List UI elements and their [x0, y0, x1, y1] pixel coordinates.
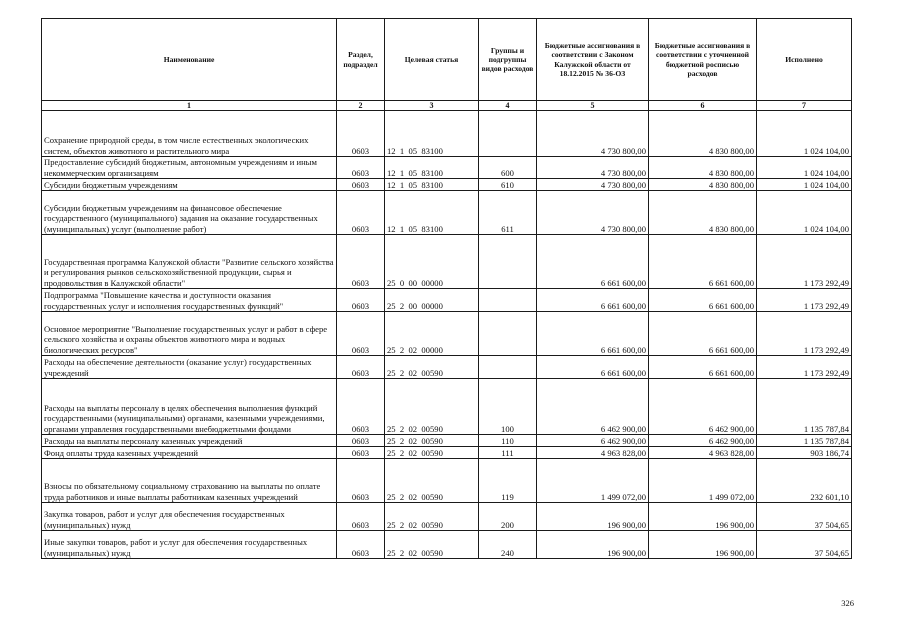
- row-section: 0603: [337, 531, 385, 559]
- table-row: [42, 379, 852, 435]
- row-target: 25 2 02 00590: [385, 503, 479, 531]
- row-expense-group: [479, 235, 537, 289]
- row-refined-allocation: 6 462 900,00: [649, 379, 757, 435]
- row-refined-allocation: 6 661 600,00: [649, 289, 757, 312]
- row-section: 0603: [337, 157, 385, 179]
- row-section: 0603: [337, 111, 385, 157]
- row-target: 12 1 05 83100: [385, 191, 479, 235]
- row-name: Субсидии бюджетным учреждениям: [42, 179, 337, 191]
- row-executed: 1 173 292,49: [757, 235, 852, 289]
- row-refined-allocation: 1 499 072,00: [649, 459, 757, 503]
- row-target: 25 0 00 00000: [385, 235, 479, 289]
- table-row: [42, 289, 852, 312]
- row-expense-group: [479, 356, 537, 379]
- row-target: 25 2 02 00590: [385, 379, 479, 435]
- row-section: 0603: [337, 503, 385, 531]
- header-groups: Группы и подгруппы видов расходов: [479, 19, 537, 101]
- column-number: 1: [42, 101, 337, 111]
- table-row: [42, 435, 852, 447]
- row-section: 0603: [337, 379, 385, 435]
- row-section: 0603: [337, 191, 385, 235]
- row-name: Расходы на выплаты персоналу в целях обеспечения выполнения функций государственными (муниципальными) органами, казенными учреждениями, органами управления государственными внебюджетными фондами: [42, 379, 337, 435]
- table-row: [42, 179, 852, 191]
- table-row: [42, 235, 852, 289]
- row-refined-allocation: 196 900,00: [649, 531, 757, 559]
- row-law-allocation: 4 730 800,00: [537, 191, 649, 235]
- budget-table: [41, 18, 852, 559]
- row-expense-group: 200: [479, 503, 537, 531]
- table-row: [42, 191, 852, 235]
- column-number: 7: [757, 101, 852, 111]
- header-section: Раздел, подраздел: [337, 19, 385, 101]
- row-name: Подпрограмма "Повышение качества и доступности оказания государственных услуг и исполнения государственных функций": [42, 289, 337, 312]
- row-target: 25 2 02 00590: [385, 435, 479, 447]
- row-law-allocation: 4 963 828,00: [537, 447, 649, 459]
- row-refined-allocation: 6 462 900,00: [649, 435, 757, 447]
- header-name: Наименование: [42, 19, 337, 101]
- row-section: 0603: [337, 289, 385, 312]
- row-executed: 903 186,74: [757, 447, 852, 459]
- row-refined-allocation: 6 661 600,00: [649, 235, 757, 289]
- row-target: 25 2 02 00590: [385, 447, 479, 459]
- row-name: Расходы на выплаты персоналу казенных учреждений: [42, 435, 337, 447]
- row-name: Расходы на обеспечение деятельности (оказание услуг) государственных учреждений: [42, 356, 337, 379]
- row-expense-group: 611: [479, 191, 537, 235]
- row-executed: 37 504,65: [757, 531, 852, 559]
- row-section: 0603: [337, 356, 385, 379]
- row-expense-group: 111: [479, 447, 537, 459]
- row-executed: 1 024 104,00: [757, 191, 852, 235]
- row-executed: 1 173 292,49: [757, 356, 852, 379]
- row-expense-group: 610: [479, 179, 537, 191]
- row-name: Государственная программа Калужской области "Развитие сельского хозяйства и регулирования рынков сельскохозяйственной продукции, сырья и продовольствия в Калужской области": [42, 235, 337, 289]
- row-expense-group: 110: [479, 435, 537, 447]
- row-section: 0603: [337, 235, 385, 289]
- row-law-allocation: 4 730 800,00: [537, 111, 649, 157]
- row-name: Предоставление субсидий бюджетным, автономным учреждениям и иным некоммерческим организациям: [42, 157, 337, 179]
- row-refined-allocation: 6 661 600,00: [649, 356, 757, 379]
- row-target: 12 1 05 83100: [385, 157, 479, 179]
- row-name: Субсидии бюджетным учреждениям на финансовое обеспечение государственного (муниципального) задания на оказание государственных (муниципальных) услуг (выполнение работ): [42, 191, 337, 235]
- column-number: 6: [649, 101, 757, 111]
- page-number: 326: [841, 598, 854, 608]
- row-target: 25 2 02 00590: [385, 531, 479, 559]
- table-row: [42, 312, 852, 356]
- row-target: 25 2 02 00590: [385, 356, 479, 379]
- row-refined-allocation: 6 661 600,00: [649, 312, 757, 356]
- row-executed: 1 024 104,00: [757, 179, 852, 191]
- row-refined-allocation: 4 963 828,00: [649, 447, 757, 459]
- row-executed: 232 601,10: [757, 459, 852, 503]
- row-expense-group: 100: [479, 379, 537, 435]
- row-law-allocation: 6 661 600,00: [537, 312, 649, 356]
- row-law-allocation: 6 661 600,00: [537, 289, 649, 312]
- row-law-allocation: 6 661 600,00: [537, 356, 649, 379]
- row-expense-group: [479, 111, 537, 157]
- row-executed: 37 504,65: [757, 503, 852, 531]
- table-row: [42, 157, 852, 179]
- row-executed: 1 135 787,84: [757, 435, 852, 447]
- row-name: Взносы по обязательному социальному страхованию на выплаты по оплате труда работников и иные выплаты работникам казенных учреждений: [42, 459, 337, 503]
- table-row: [42, 531, 852, 559]
- row-target: 25 2 02 00590: [385, 459, 479, 503]
- row-executed: 1 024 104,00: [757, 111, 852, 157]
- row-law-allocation: 6 462 900,00: [537, 435, 649, 447]
- row-target: 25 2 00 00000: [385, 289, 479, 312]
- column-number: 5: [537, 101, 649, 111]
- table-row: [42, 447, 852, 459]
- row-section: 0603: [337, 459, 385, 503]
- row-refined-allocation: 4 830 800,00: [649, 111, 757, 157]
- row-expense-group: 600: [479, 157, 537, 179]
- row-section: 0603: [337, 447, 385, 459]
- row-expense-group: 119: [479, 459, 537, 503]
- header-refined-allocations: Бюджетные ассигнования в соответствии с уточненной бюджетной росписью расходов: [649, 19, 757, 101]
- row-target: 25 2 02 00000: [385, 312, 479, 356]
- row-section: 0603: [337, 312, 385, 356]
- row-refined-allocation: 4 830 800,00: [649, 157, 757, 179]
- row-executed: 1 173 292,49: [757, 289, 852, 312]
- column-number: 2: [337, 101, 385, 111]
- row-name: Основное мероприятие "Выполнение государственных услуг и работ в сфере сельского хозяйства и охраны объектов животного мира и водных биологических ресурсов": [42, 312, 337, 356]
- row-section: 0603: [337, 435, 385, 447]
- row-executed: 1 024 104,00: [757, 157, 852, 179]
- row-name: Иные закупки товаров, работ и услуг для обеспечения государственных (муниципальных) нужд: [42, 531, 337, 559]
- row-expense-group: [479, 312, 537, 356]
- table-row: [42, 356, 852, 379]
- header-target: Целевая статья: [385, 19, 479, 101]
- column-number: 3: [385, 101, 479, 111]
- row-law-allocation: 1 499 072,00: [537, 459, 649, 503]
- header-executed: Исполнено: [757, 19, 852, 101]
- row-expense-group: 240: [479, 531, 537, 559]
- row-law-allocation: 196 900,00: [537, 531, 649, 559]
- table-body: [42, 111, 852, 559]
- row-refined-allocation: 4 830 800,00: [649, 179, 757, 191]
- row-law-allocation: 6 661 600,00: [537, 235, 649, 289]
- row-name: Закупка товаров, работ и услуг для обеспечения государственных (муниципальных) нужд: [42, 503, 337, 531]
- row-target: 12 1 05 83100: [385, 111, 479, 157]
- row-name: Фонд оплаты труда казенных учреждений: [42, 447, 337, 459]
- header-law-allocations: Бюджетные ассигнования в соответствии с Законом Калужской области от 18.12.2015 № 36-ОЗ: [537, 19, 649, 101]
- row-expense-group: [479, 289, 537, 312]
- row-executed: 1 173 292,49: [757, 312, 852, 356]
- table-row: [42, 459, 852, 503]
- row-law-allocation: 6 462 900,00: [537, 379, 649, 435]
- table-row: [42, 111, 852, 157]
- row-name: Сохранение природной среды, в том числе естественных экологических систем, объектов животного и растительного мира: [42, 111, 337, 157]
- table-row: [42, 503, 852, 531]
- row-law-allocation: 4 730 800,00: [537, 157, 649, 179]
- row-executed: 1 135 787,84: [757, 379, 852, 435]
- row-section: 0603: [337, 179, 385, 191]
- row-law-allocation: 196 900,00: [537, 503, 649, 531]
- row-refined-allocation: 4 830 800,00: [649, 191, 757, 235]
- column-number: 4: [479, 101, 537, 111]
- row-target: 12 1 05 83100: [385, 179, 479, 191]
- row-refined-allocation: 196 900,00: [649, 503, 757, 531]
- row-law-allocation: 4 730 800,00: [537, 179, 649, 191]
